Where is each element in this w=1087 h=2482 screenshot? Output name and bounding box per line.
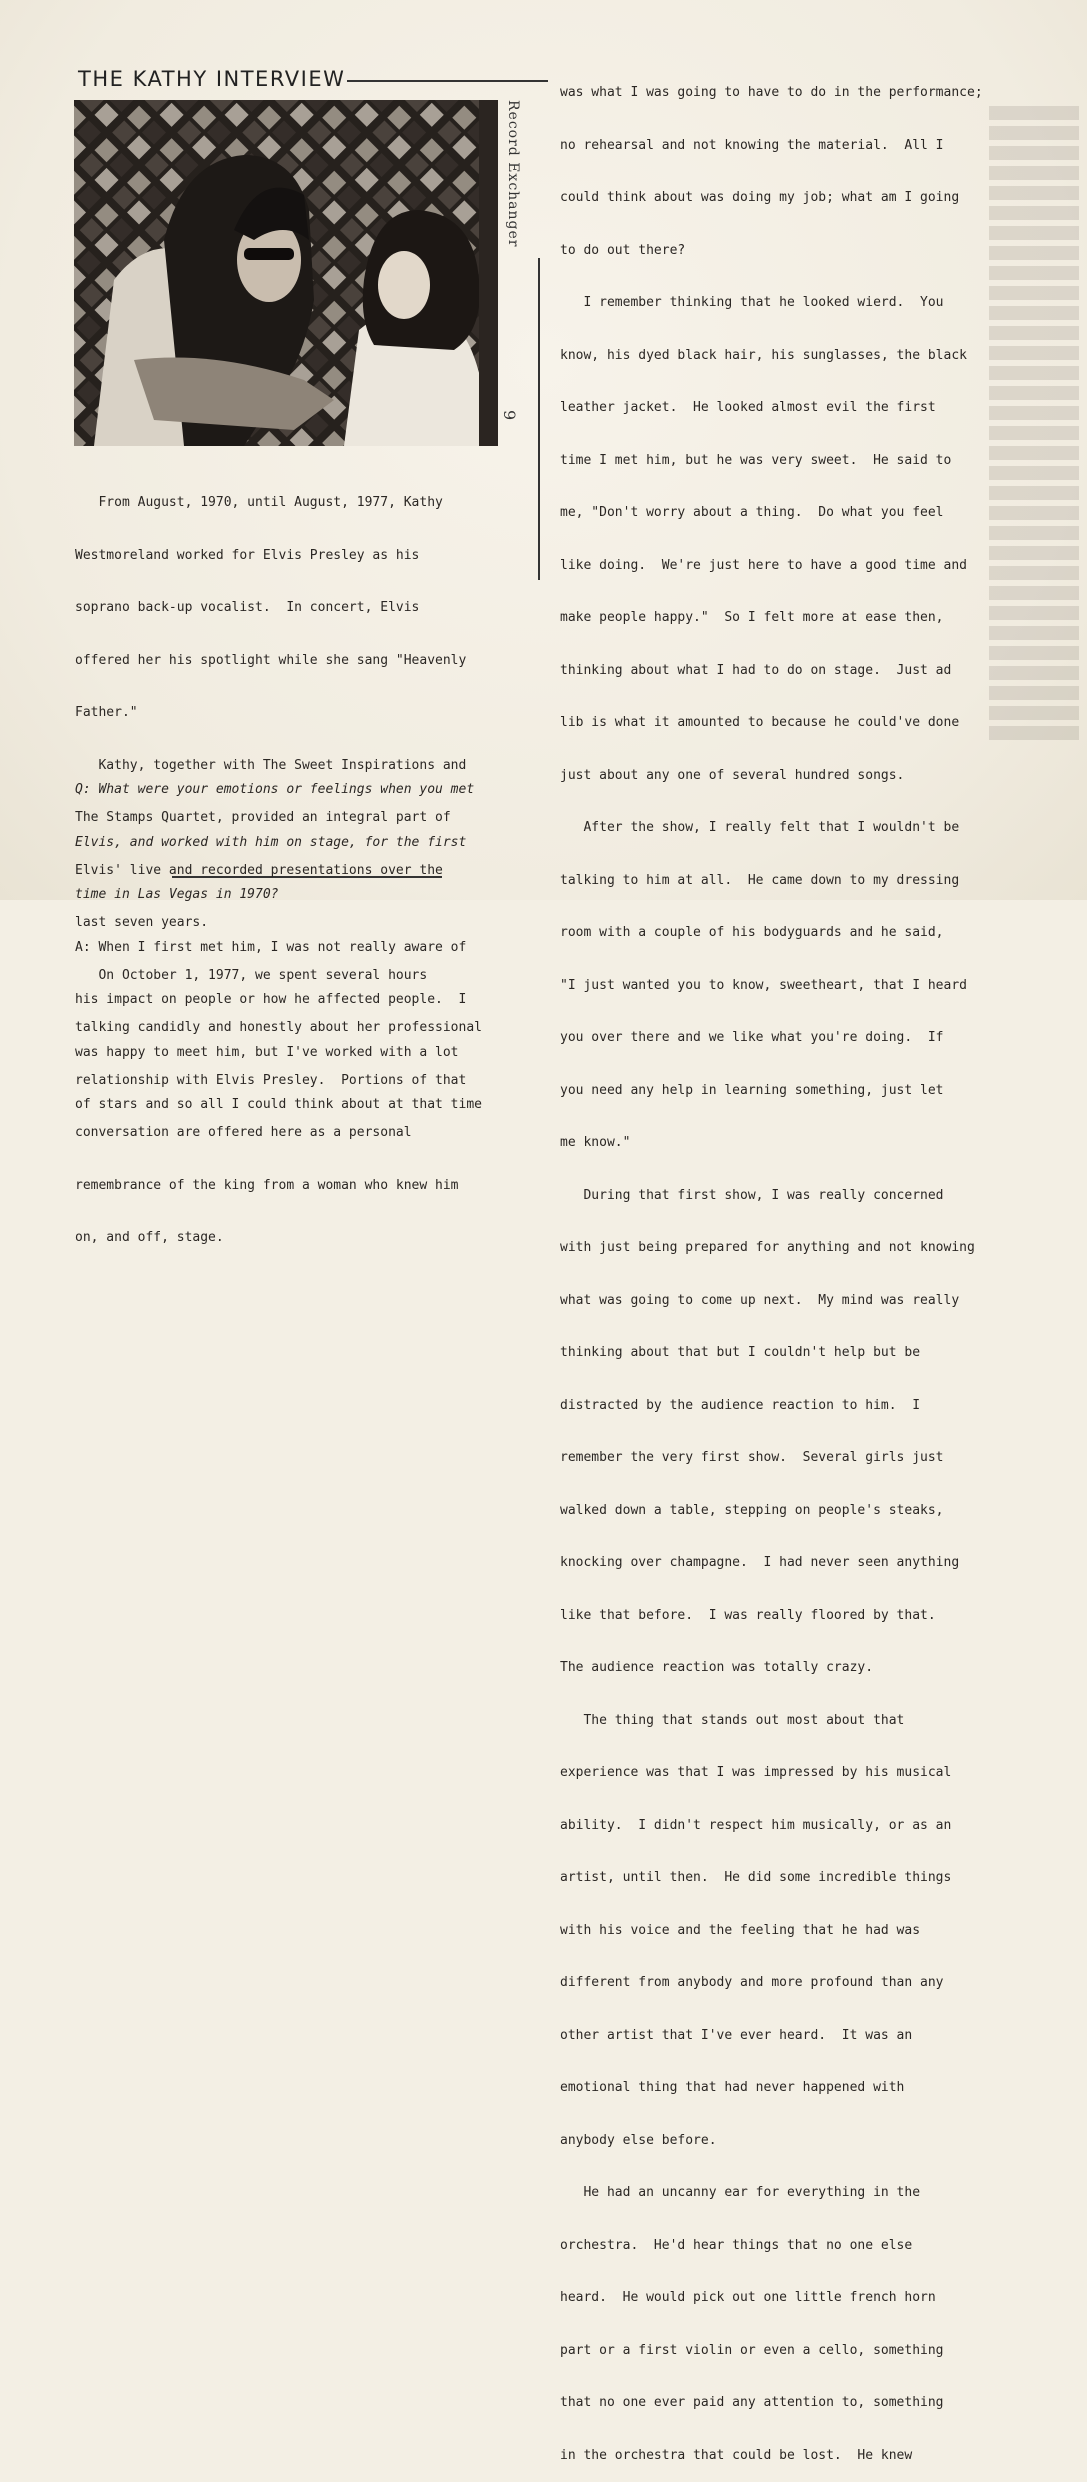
text-line: The audience reaction was totally crazy. [560, 1660, 874, 1675]
text-line: After the show, I really felt that I wouldn't be [560, 820, 960, 835]
text-line: remember the very first show. Several girls just [560, 1450, 944, 1465]
text-line: like that before. I was really floored by that. [560, 1607, 936, 1623]
text-line: Kathy, together with The Sweet Inspirations and [75, 757, 467, 773]
text-line: distracted by the audience reaction to him. I [560, 1397, 921, 1413]
text-line: last seven years. [75, 915, 209, 930]
right-column-text [560, 49, 983, 2482]
text-line: heard. He would pick out one little french horn [560, 2290, 936, 2305]
text-line: offered her his spotlight while she sang "Heavenly [75, 652, 467, 668]
text-line: He had an uncanny ear for everything in the [560, 2185, 921, 2200]
text-line: The Stamps Quartet, provided an integral part of [75, 810, 451, 825]
text-line: what was going to come up next. My mind was really [560, 1292, 960, 1308]
text-line: like doing. We're just here to have a good time and [560, 557, 967, 573]
text-line: On October 1, 1977, we spent several hours [75, 967, 428, 983]
text-line: other artist that I've ever heard. It was an [560, 2027, 913, 2043]
text-line: could think about was doing my job; what am I going [560, 190, 960, 205]
page-number: 9 [500, 410, 519, 421]
answer-line: was happy to meet him, but I've worked with a lot [75, 1044, 459, 1060]
text-line: anybody else before. [560, 2132, 717, 2148]
text-line: was what I was going to have to do in the performance; [560, 85, 983, 100]
text-line: you need any help in learning something, just let [560, 1082, 944, 1098]
text-line: soprano back-up vocalist. In concert, Elvis [75, 600, 420, 615]
text-line: emotional thing that had never happened with [560, 2080, 905, 2095]
text-line: that no one ever paid any attention to, something [560, 2395, 944, 2410]
text-line: The thing that stands out most about that [560, 1712, 905, 1728]
text-line: Father." [75, 705, 138, 720]
text-line: talking to him at all. He came down to my dressing [560, 872, 960, 888]
text-line: leather jacket. He looked almost evil the first [560, 400, 936, 415]
text-line: ability. I didn't respect him musically, or as an [560, 1817, 952, 1833]
text-line: Westmoreland worked for Elvis Presley as his [75, 547, 420, 563]
question-line: Elvis, and worked with him on stage, for the first [75, 834, 467, 850]
text-line: artist, until then. He did some incredible things [560, 1870, 952, 1885]
column-divider [538, 258, 540, 580]
text-line: During that first show, I was really concerned [560, 1187, 944, 1203]
text-line: no rehearsal and not knowing the material. All I [560, 137, 944, 153]
text-line: experience was that I was impressed by his musical [560, 1765, 952, 1780]
question-and-answer [75, 746, 482, 1131]
title-rule [347, 80, 548, 82]
question-line: time in Las Vegas in 1970? [75, 887, 279, 902]
photo-image [74, 100, 498, 446]
text-line: thinking about that but I couldn't help but be [560, 1345, 921, 1360]
text-line: I remember thinking that he looked wierd. You [560, 295, 944, 310]
text-line: time I met him, but he was very sweet. He said to [560, 452, 952, 468]
text-line: me know." [560, 1135, 631, 1150]
text-line: thinking about what I had to do on stage. Just ad [560, 662, 952, 678]
answer-line: his impact on people or how he affected people. I [75, 992, 467, 1007]
text-line: talking candidly and honestly about her professional [75, 1020, 482, 1035]
text-line: you over there and we like what you're doing. If [560, 1030, 944, 1045]
text-line: part or a first violin or even a cello, something [560, 2342, 944, 2358]
text-line: with just being prepared for anything and not knowing [560, 1240, 975, 1255]
text-line: knocking over champagne. I had never seen anything [560, 1555, 960, 1570]
text-line: relationship with Elvis Presley. Portions of that [75, 1072, 467, 1088]
text-line: conversation are offered here as a personal [75, 1125, 412, 1140]
text-line: "I just wanted you to know, sweetheart, that I heard [560, 977, 967, 993]
text-line: remembrance of the king from a woman who knew him [75, 1177, 459, 1193]
text-line: different from anybody and more profound than any [560, 1975, 944, 1990]
answer-line: of stars and so all I could think about at that time [75, 1097, 482, 1112]
article-title [78, 64, 548, 94]
text-line: to do out there? [560, 242, 686, 258]
text-line: on, and off, stage. [75, 1230, 224, 1245]
text-line: in the orchestra that could be lost. He knew [560, 2447, 913, 2463]
text-line: make people happy." So I felt more at ease then, [560, 610, 944, 625]
photo-credit: Record Exchanger [505, 100, 521, 248]
text-line: just about any one of several hundred songs. [560, 767, 905, 783]
text-line: with his voice and the feeling that he had was [560, 1922, 921, 1938]
text-line: me, "Don't worry about a thing. Do what you feel [560, 505, 944, 520]
photo-elvis-and-kathy [74, 100, 498, 446]
text-line: orchestra. He'd hear things that no one else [560, 2237, 913, 2253]
text-line: Elvis' live and recorded presentations over the [75, 862, 443, 878]
text-line: room with a couple of his bodyguards and he said, [560, 925, 944, 940]
question-line: Q: What were your emotions or feelings when you met [75, 782, 475, 797]
reverse-side-bleed-through [989, 100, 1079, 740]
text-line: know, his dyed black hair, his sunglasses, the black [560, 347, 967, 363]
answer-line: A: When I first met him, I was not really aware of [75, 939, 467, 955]
text-line: walked down a table, stepping on people's steaks, [560, 1502, 944, 1518]
article-title-text: THE KATHY INTERVIEW [78, 67, 346, 91]
text-line: lib is what it amounted to because he could've done [560, 715, 960, 730]
text-line: From August, 1970, until August, 1977, Kathy [75, 495, 443, 510]
